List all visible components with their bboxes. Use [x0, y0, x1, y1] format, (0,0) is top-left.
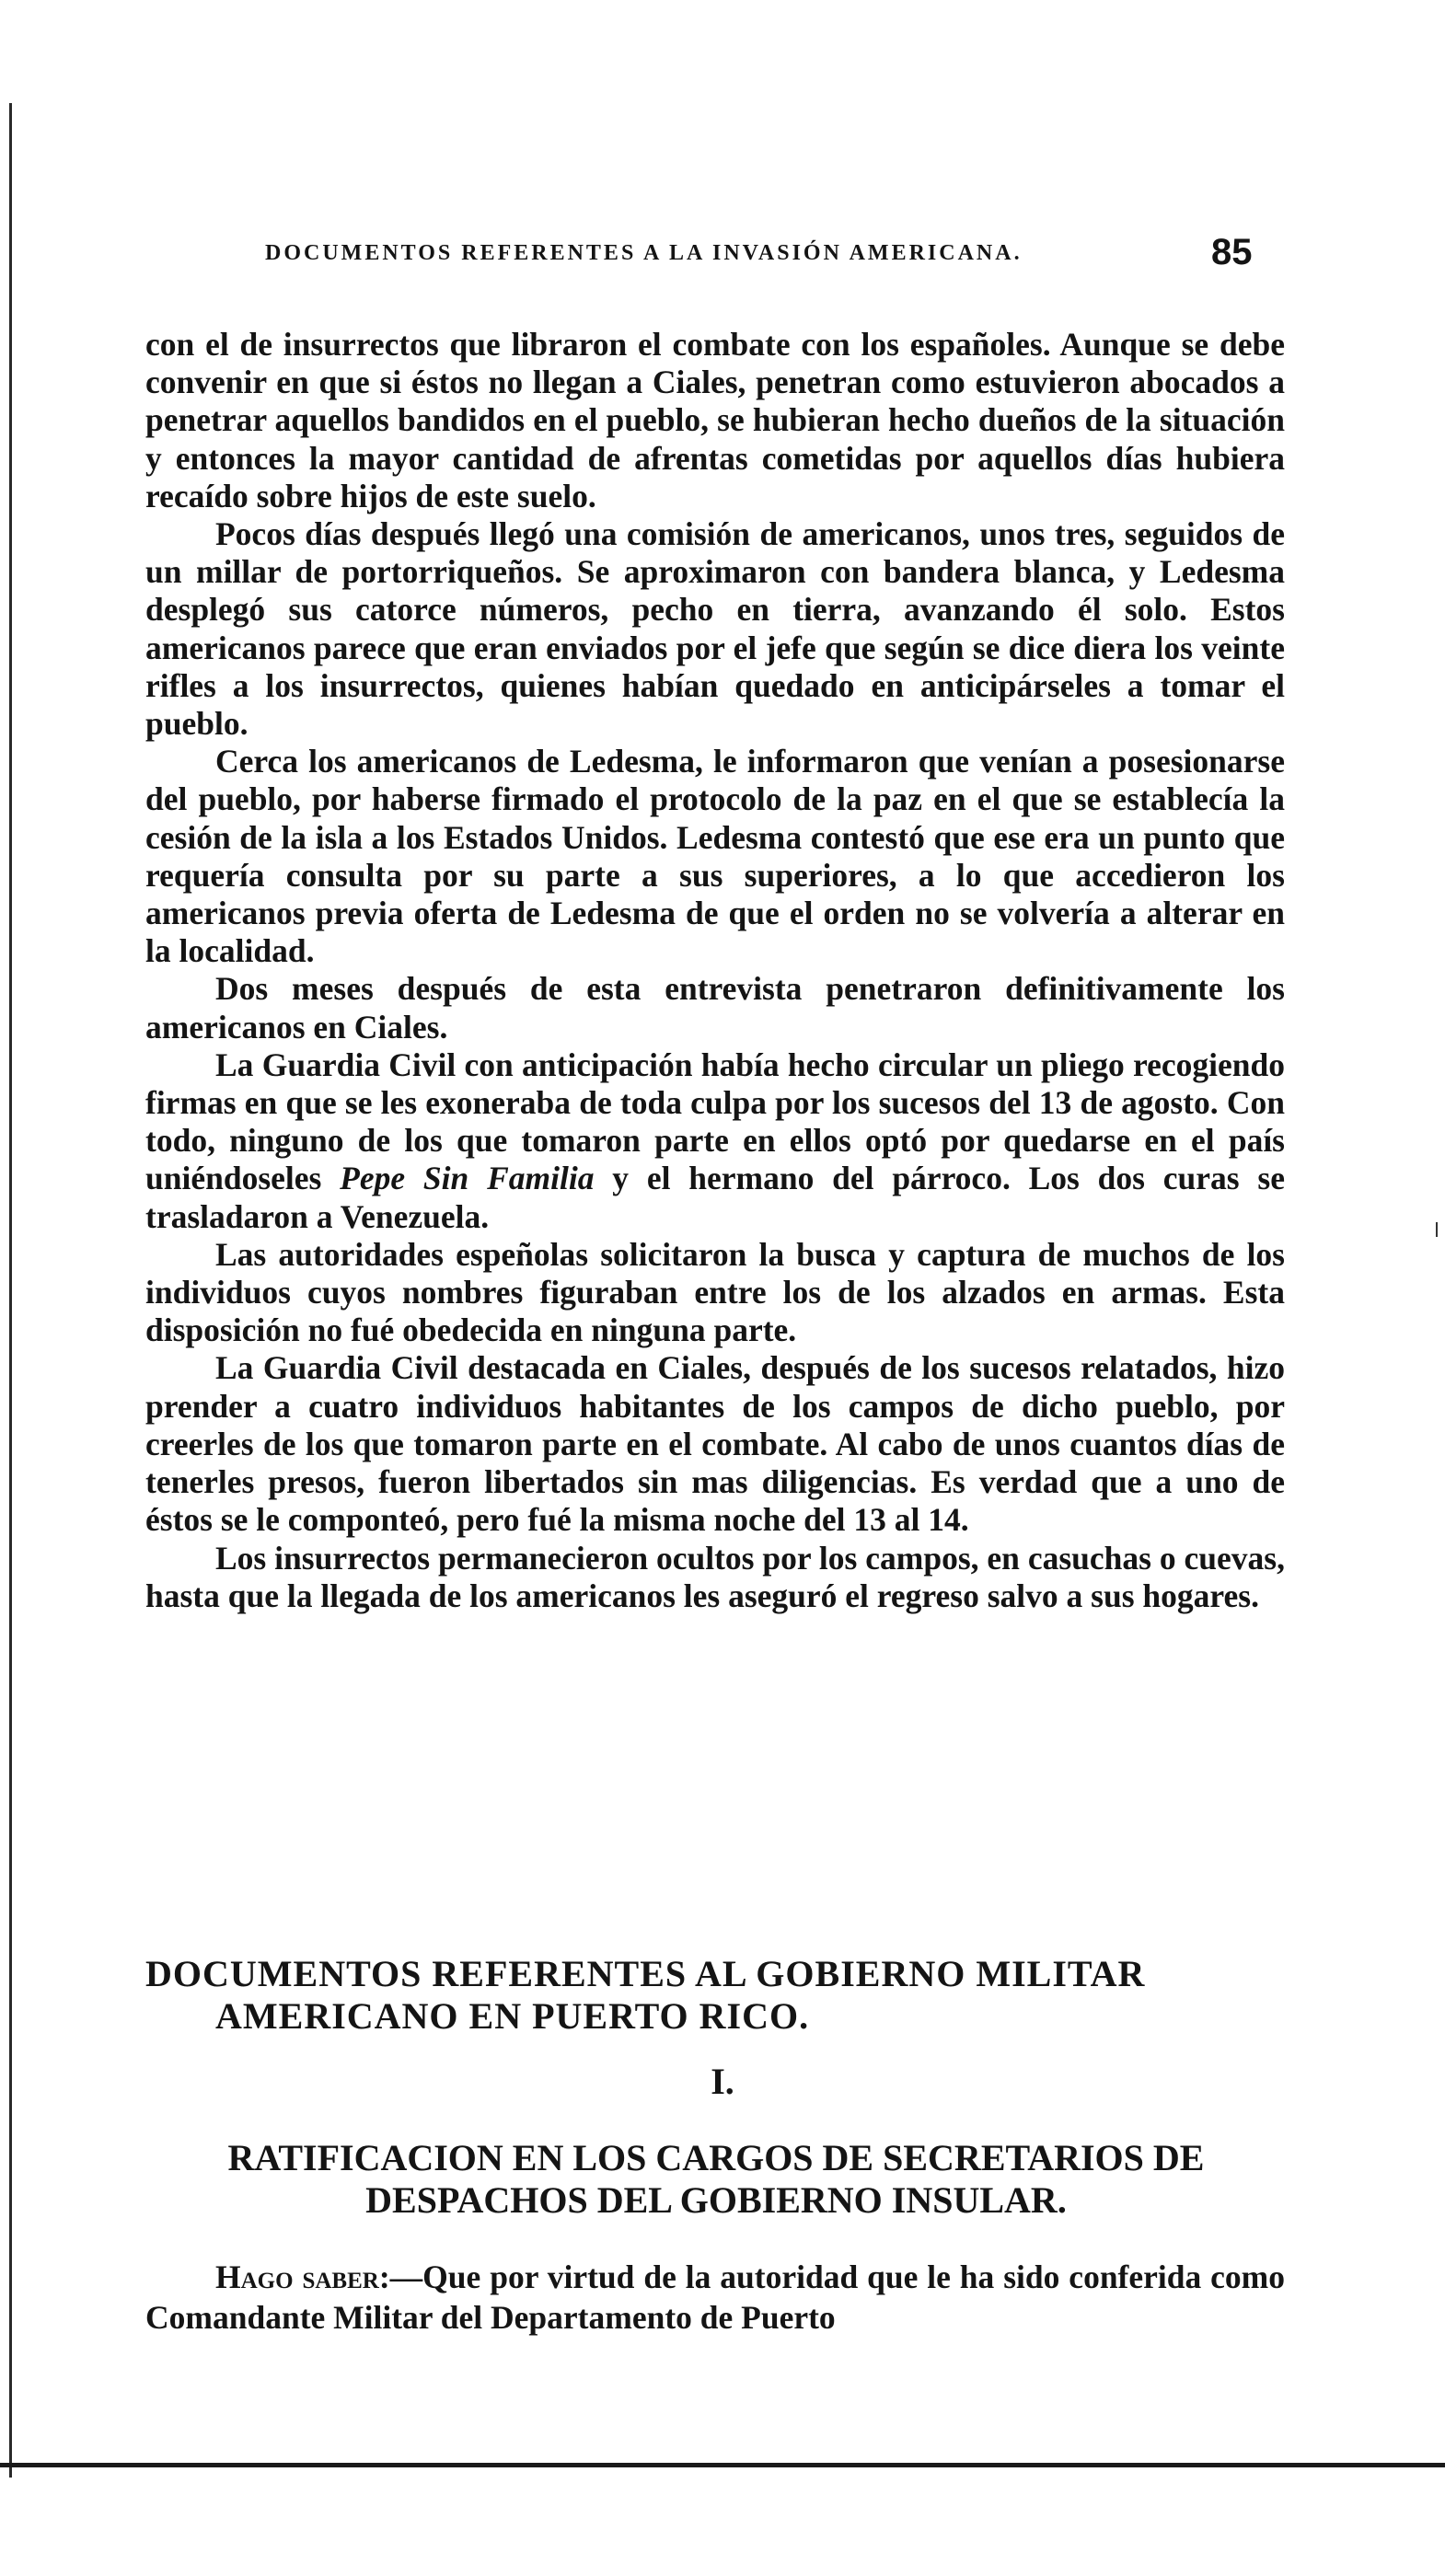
page-right-edge-mark: [1436, 1222, 1438, 1237]
paragraph-5: [145, 1046, 1285, 1236]
paragraph-5-text-after: y el hermano del párroco. Los dos curas se trasladaron a Venezuela.: [145, 1160, 1285, 1235]
page-number: 85: [1211, 232, 1253, 272]
subsection-heading-line-1: RATIFICACION EN LOS CARGOS DE SECRETARIOS DE: [227, 2137, 1205, 2178]
roman-numeral: I.: [711, 2061, 734, 2102]
paragraph-6: Las autoridades espeñolas solicitaron la busca y captura de muchos de los individuos cuyos nombres figuraban entre los de los alzados en armas. Esta disposición no fué obedecida en ninguna parte.: [145, 1235, 1285, 1349]
running-head: DOCUMENTOS REFERENTES A LA INVASIÓN AMERICANA.: [265, 241, 1023, 265]
section-heading-line-2: AMERICANO EN PUERTO RICO.: [215, 1995, 810, 2037]
paragraph-4: Dos meses después de esta entrevista penetraron definitivamente los americanos en Ciales.: [145, 970, 1285, 1045]
paragraph-2: Pocos días después llegó una comisión de americanos, unos tres, seguidos de un millar de portorriqueños. Se aproximaron con bandera blanca, y Ledesma desplegó sus catorce números, pecho en tierra, avanzando él solo. Estos americanos parece que eran enviados por el jefe que según se dice diera los veinte rifles a los insurrectos, quienes habían quedado en anticipárseles a tomar el pueblo.: [145, 515, 1285, 743]
subsection-heading-line-2: DESPACHOS DEL GOBIERNO INSULAR.: [365, 2179, 1067, 2221]
closing-text: :—Que por virtud de la autoridad que le ha sido conferida como Comandante Militar del Departamento de Puerto: [145, 2258, 1285, 2336]
section-heading: [145, 1953, 1287, 2038]
paragraph-8: Los insurrectos permanecieron ocultos por los campos, en casuchas o cuevas, hasta que la llegada de los americanos les aseguró el regreso salvo a sus hogares.: [145, 1539, 1285, 1614]
closing-paragraph: [145, 2257, 1285, 2338]
body-text: [145, 326, 1285, 1615]
paragraph-5-text-before: La Guardia Civil con anticipación había hecho circular un pliego recogiendo firmas en que se les exoneraba de toda culpa por los sucesos del 13 de agosto. Con todo, ninguno de los que tomaron parte en ellos optó por quedarse en el país uniéndoseles: [145, 1045, 1285, 1197]
paragraph-7: La Guardia Civil destacada en Ciales, después de los sucesos relatados, hizo prender a cuatro individuos habitantes de los campos de dicho pueblo, por creerles de los que tomaron parte en el combate. Al cabo de unos cuantos días de tenerles presos, fueron libertados sin mas diligencias. Es verdad que a uno de éstos se le componteó, pero fué la misma noche del 13 al 14.: [145, 1349, 1285, 1539]
closing-lead-words: Hago saber: [215, 2258, 379, 2295]
paragraph-5-italic-name: Pepe Sin Familia: [340, 1160, 595, 1197]
paragraph-1: con el de insurrectos que libraron el combate con los españoles. Aunque se debe convenir en que si éstos no llegan a Ciales, penetran como estuvieron abocados a penetrar aquellos bandidos en el pueblo, se hubieran hecho dueños de la situación y entonces la mayor cantidad de afrentas cometidas por aquellos días hubiera recaído sobre hijos de este suelo.: [145, 326, 1285, 514]
subsection-heading: [145, 2137, 1287, 2222]
section-heading-line-1: DOCUMENTOS REFERENTES AL GOBIERNO MILITAR: [145, 1953, 1146, 1994]
page-left-edge-rule: [9, 103, 12, 2478]
page-bottom-rule: [0, 2463, 1445, 2467]
paragraph-3: Cerca los americanos de Ledesma, le informaron que venían a posesionarse del pueblo, por haberse firmado el protocolo de la paz en el que se establecía la cesión de la isla a los Estados Unidos. Ledesma contestó que ese era un punto que requería consulta por su parte a sus superiores, a lo que accedieron los americanos previa oferta de Ledesma de que el orden no se volvería a alterar en la localidad.: [145, 743, 1285, 970]
